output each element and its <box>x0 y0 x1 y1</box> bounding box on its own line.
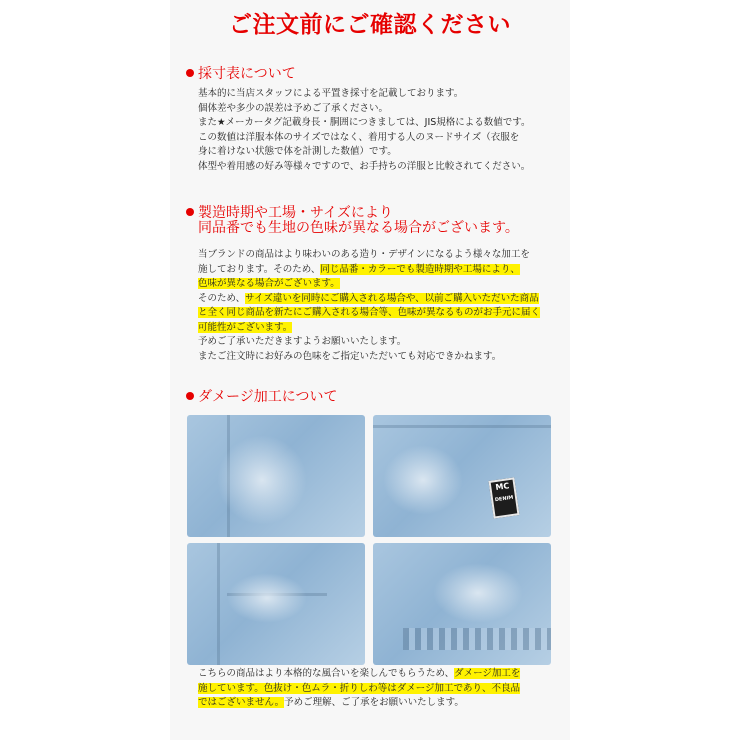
text-segment: この数値は洋服本体のサイズではなく、着用する人のヌードサイズ（衣服を <box>198 131 520 143</box>
text-segment: また★メーカータグ記載身長・胴囲につきましては、JIS規格による数値です。 <box>198 117 531 128</box>
bullet-dot-icon <box>186 69 194 77</box>
text-line <box>198 335 566 350</box>
denim-photo-pocket <box>187 543 365 665</box>
text-segment: そのため、 <box>198 292 246 304</box>
brand-tag: MC DENIM <box>488 477 519 518</box>
highlighted-text: 施しています。色抜け・色ムラ・折りしわ等はダメージ加工であり、不良品 <box>198 682 521 694</box>
highlighted-text: ダメージ加工を <box>454 668 521 679</box>
text-line <box>198 306 566 321</box>
denim-photo-fade <box>187 415 365 537</box>
text-segment: こちらの商品はより本格的な風合いを楽しんでもらうため、 <box>198 668 455 679</box>
highlighted-text: 同じ品番・カラーでも製造時期や工場により、 <box>320 263 520 275</box>
text-line <box>198 263 566 278</box>
text-line <box>198 667 566 682</box>
bullet-dot-icon <box>186 208 194 216</box>
denim-photo-cuff-tag <box>373 415 551 537</box>
text-line <box>198 116 566 131</box>
highlighted-text: と全く同じ商品を新たにご購入される場合等、色味が異なるものがお手元に届く <box>198 307 541 318</box>
section-body-damage <box>198 667 566 711</box>
denim-photo-elastic-cuff <box>373 543 551 665</box>
bullet-dot-icon <box>186 392 194 400</box>
section-body-color-variation <box>198 248 566 364</box>
section-heading-color-variation: 製造時期や工場・サイズにより 同品番でも生地の色味が異なる場合がございます。 <box>186 206 519 236</box>
text-line <box>198 145 566 160</box>
text-segment: 身に着けない状態で体を計測した数値）です。 <box>198 146 397 157</box>
section-heading-damage: ダメージ加工について <box>186 390 337 405</box>
text-segment: 当ブランドの商品はより味わいのある造り・デザインになるよう様々な加工を <box>198 249 530 260</box>
text-line <box>198 131 566 146</box>
text-line <box>198 350 566 365</box>
text-line <box>198 292 566 307</box>
text-line <box>198 682 566 697</box>
text-segment: 個体差や多少の誤差は予めご了承ください。 <box>198 102 389 114</box>
highlighted-text: 可能性がございます。 <box>198 321 293 333</box>
text-line <box>198 160 566 175</box>
text-segment: またご注文時にお好みの色味をご指定いただいても対応できかねます。 <box>198 350 502 362</box>
text-segment: 予めご理解、ご了承をお願いいたします。 <box>284 697 464 708</box>
text-line <box>198 696 566 711</box>
text-line <box>198 248 566 263</box>
page-title: ご注文前にご確認ください <box>229 12 511 38</box>
text-line <box>198 102 566 117</box>
text-segment: 施しております。そのため、 <box>198 263 321 275</box>
highlighted-text: ではございません。 <box>198 697 285 708</box>
text-segment: 予めご了承いただきますようお願いいたします。 <box>198 336 407 347</box>
text-line <box>198 277 566 292</box>
section-body-measurement <box>198 87 566 174</box>
text-segment: 体型や着用感の好み等様々ですので、お手持ちの洋服と比較されてください。 <box>198 160 531 172</box>
highlighted-text: サイズ違いを同時にご購入される場合や、以前ご購入いただいた商品 <box>245 292 539 304</box>
text-line <box>198 87 566 102</box>
section-heading-measurement: 採寸表について <box>186 67 296 82</box>
highlighted-text: 色味が異なる場合がございます。 <box>198 278 340 289</box>
text-segment: 基本的に当店スタッフによる平置き採寸を記載しております。 <box>198 88 464 99</box>
text-line <box>198 321 566 336</box>
